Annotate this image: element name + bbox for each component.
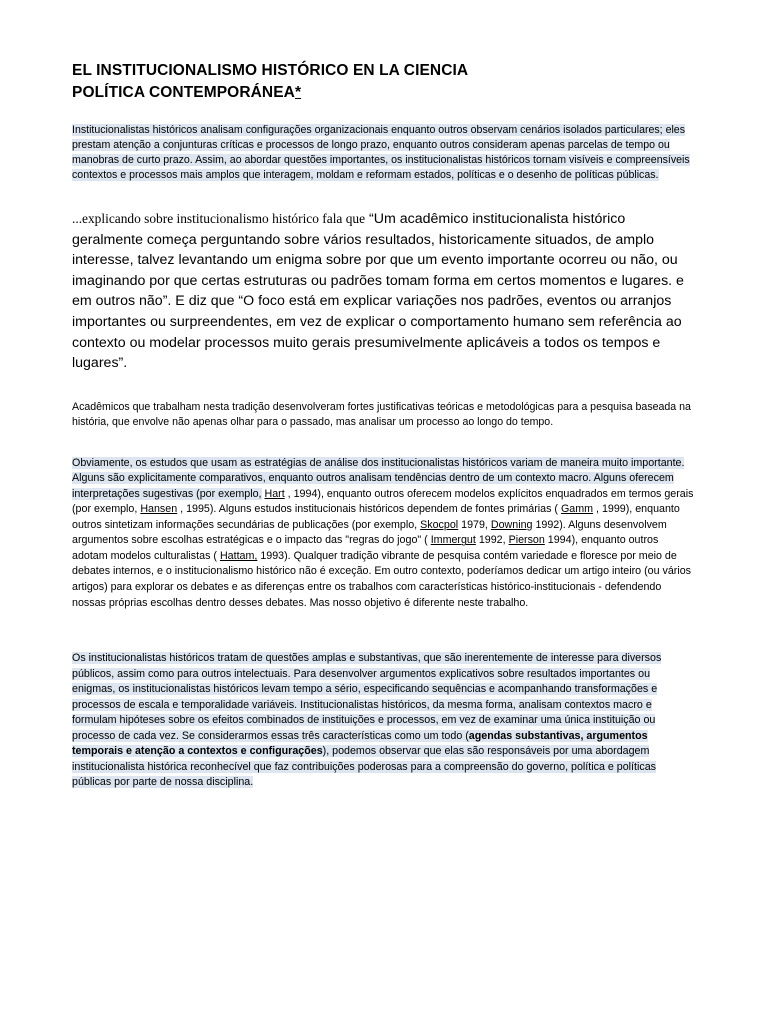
spacer [72, 637, 696, 651]
citation-hart[interactable]: Hart [264, 487, 285, 500]
citation-hattam[interactable]: Hattam, [219, 549, 258, 562]
paragraph-broad-text-2: ), podemos observar que elas são responsáveis por uma abordagem institucionalista histórica reconhecível que faz contribuições poderosas para a compreensão do governo, política e políticas públicas por parte de nossa disciplina. [72, 745, 656, 789]
paragraph-intro [72, 123, 696, 183]
title-line-2: POLÍTICA CONTEMPORÁNEA [72, 84, 295, 102]
paragraph-tradition-text: Acadêmicos que trabalham nesta tradição desenvolveram fortes justificativas teóricas e metodológicas para a pesquisa baseada na história, que envolve não apenas olhar para o passado, mas analisar um processo ao longo do tempo. [72, 400, 691, 428]
citation-gamm[interactable]: Gamm [560, 503, 594, 516]
title-footnote-marker: * [294, 84, 302, 102]
paragraph-strategies-text-8: 1994), enquanto outros adotam modelos culturalistas ( [72, 534, 659, 562]
quote-body-text: “Um acadêmico institucionalista histórico geralmente começa perguntando sobre vários resultados, historicamente situados, de amplo interesse, talvez levantando um enigma sobre por que um evento importante ocorreu ou não, ou imaginando por que certas estruturas ou padrões tomam forma em certos momentos e lugares. e em outros não”. E diz que “O foco está em explicar variações nos padrões, eventos ou arranjos importantes ou surpreendentes, em vez de explicar o comportamento humano sem referência ao contexto ou modelar processos muito gerais presumivelmente aplicáveis a todos os tempos e lugares”. [72, 211, 684, 372]
citation-downing[interactable]: Downing [490, 518, 533, 531]
paragraph-broad-text-1: Os institucionalistas históricos tratam de questões amplas e substantivas, que são inerentemente de interesse para diversos públicos, assim como para outros intelectuais. Para desenvolver argumentos explicativos sobre resultados importantes ou enigmas, os institucionalistas históricos levam tempo a sério, especificando sequências e acompanhando transformações e processos de escala e temporalidade variáveis. Institucionalistas históricos, da mesma forma, analisam contextos macro e formulam hipóteses sobre os efeitos combinados de instituições e processos, em vez de examinar uma única instituição ou processo de cada vez. Se considerarmos essas três características como um todo ( [72, 652, 662, 742]
paragraph-strategies [72, 456, 696, 611]
citation-hansen[interactable]: Hansen [140, 503, 178, 516]
paragraph-strategies-text-1: Obviamente, os estudos que usam as estratégias de análise dos institucionalistas históricos variam de maneira muito importante. Alguns são explicitamente comparativos, enquanto outros analisam tendências dentro de um contexto macro. Alguns oferecem interpretações sugestivas (por exemplo, [72, 456, 685, 500]
quote-lead-text: ...explicando sobre institucionalismo histórico fala que [72, 211, 366, 227]
paragraph-strategies-text-3: , 1995). Alguns estudos institucionais históricos dependem de fontes primárias ( [180, 503, 558, 516]
paragraph-strategies-text-7: 1992, [478, 534, 506, 547]
paragraph-broad-bold: agendas substantivas, argumentos temporais e atenção a contextos e configurações [72, 729, 648, 758]
citation-pierson[interactable]: Pierson [508, 534, 545, 547]
page-title [72, 60, 696, 105]
paragraph-strategies-text-9: 1993). Qualquer tradição vibrante de pesquisa contém variedade e floresce por meio de debates internos, e o institucionalismo histórico não é exceção. Em outro contexto, poderíamos dedicar um artigo inteiro (ou vários artigos) para explorar os debates e as diferenças entre os trabalhos com características histórico-institucionais - defendendo nossas próprias escolhas dentro desses debates. Mas nosso objetivo é diferente neste trabalho. [72, 549, 692, 609]
paragraph-strategies-text-6: 1992). Alguns desenvolvem argumentos sobre escolhas estratégicas e o impacto das "regras do jogo" ( [72, 518, 667, 547]
paragraph-strategies-text-5: 1979, [461, 518, 488, 531]
citation-skocpol[interactable]: Skocpol [420, 518, 459, 531]
title-line-1: EL INSTITUCIONALISMO HISTÓRICO EN LA CIENCIA [72, 62, 469, 79]
paragraph-strategies-text-2: , 1994), enquanto outros oferecem modelos explícitos enquadrados em termos gerais (por exemplo, [72, 487, 694, 516]
paragraph-strategies-text-4: , 1999), enquanto outros sintetizam informações secundárias de publicações (por exemplo, [72, 503, 680, 531]
citation-immergut[interactable]: Immergut [430, 534, 476, 547]
paragraph-quote [72, 209, 696, 374]
paragraph-broad-questions [72, 651, 696, 791]
paragraph-intro-text: Institucionalistas históricos analisam configurações organizacionais enquanto outros observam cenários isolados particulares; eles prestam atenção a conjunturas críticas e processos de longo prazo, enquanto outros consideram apenas parcelas de tempo ou manobras de curto prazo. Assim, ao abordar questões importantes, os institucionalistas históricos tornam visíveis e compreensíveis contextos e processos mais amplos que interagem, moldam e reformam estados, políticas e o desenho de políticas públicas. [72, 123, 690, 182]
paragraph-tradition [72, 400, 696, 430]
